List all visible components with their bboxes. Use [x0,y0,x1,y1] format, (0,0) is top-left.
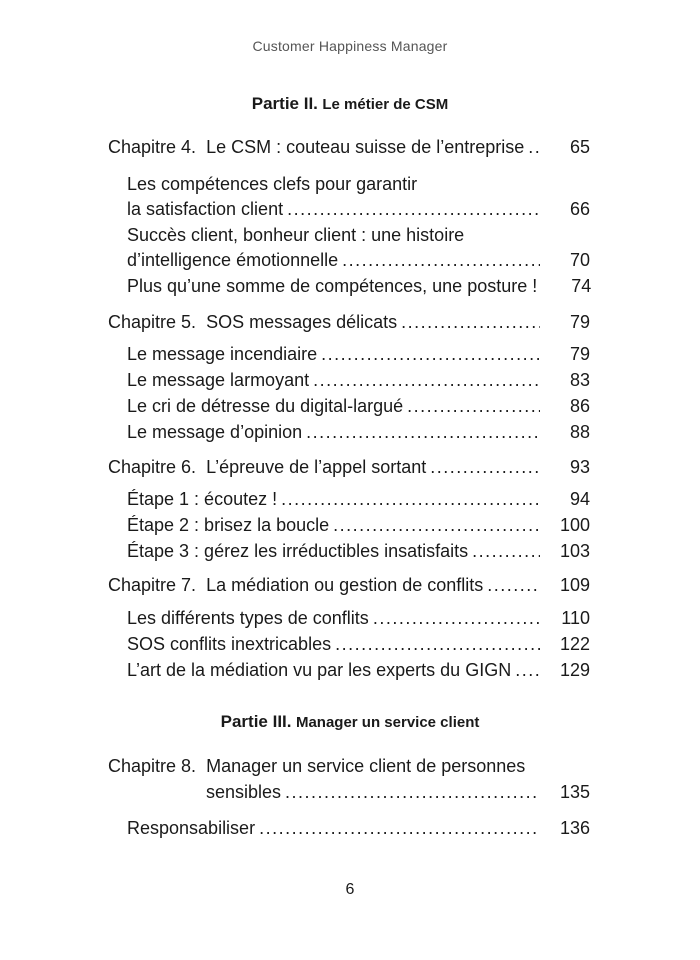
section-title: la satisfaction client [127,199,284,219]
dot-leader [487,572,540,598]
section-title: Le message larmoyant [127,370,310,390]
toc-section[interactable] [127,631,590,657]
page-ref: 79 [569,344,590,364]
part-number: Partie III. [220,712,292,731]
section-title: Étape 3 : gérez les irréductibles insatisfaits [127,541,469,561]
page-ref: 100 [559,515,590,535]
part-number: Partie II. [251,94,318,113]
page-ref: 110 [561,608,590,628]
page-ref: 103 [559,541,590,561]
section-title: SOS conflits inextricables [127,634,332,654]
chapter-title: sensibles [206,782,282,802]
page-ref: 74 [571,276,592,296]
toc-section[interactable] [127,605,590,631]
section-title: d’intelligence émotionnelle [127,250,339,270]
dot-leader [342,247,540,273]
toc-section[interactable] [127,512,590,538]
section-title: Responsabiliser [127,818,256,838]
toc-chapter-4[interactable] [108,134,590,160]
dot-leader [430,454,540,480]
toc-section[interactable] [127,538,590,564]
dot-leader [287,196,540,222]
page-ref: 129 [559,660,590,680]
section-title: Le cri de détresse du digital-largué [127,396,404,416]
dot-leader [321,341,540,367]
toc-section[interactable] [127,273,590,299]
page-ref: 79 [569,312,590,332]
toc-section[interactable] [127,196,590,222]
toc-chapter-7[interactable] [108,572,590,598]
toc-chapter-6[interactable] [108,454,590,480]
section-title: Le message incendiaire [127,344,318,364]
toc-section[interactable] [127,815,590,841]
toc-section[interactable] [127,419,590,445]
section-title: Étape 1 : écoutez ! [127,489,278,509]
page-ref: 109 [559,575,590,595]
page-ref: 88 [569,422,590,442]
page-ref: 65 [569,137,590,157]
dot-leader [472,538,540,564]
page-ref: 70 [569,250,590,270]
toc-section[interactable] [127,247,590,273]
running-header: Customer Happiness Manager [252,38,448,54]
toc-chapter-5[interactable] [108,309,590,335]
section-title: Les différents types de conflits [127,608,369,628]
chapter-label: Chapitre 4. Le CSM : couteau suisse de l’entreprise [108,137,525,157]
dot-leader [281,486,540,512]
dot-leader [407,393,540,419]
toc-chapter-8-line1: Chapitre 8. Manager un service client de personnes [108,756,526,776]
toc-section-line1: Les compétences clefs pour garantir [127,174,418,194]
page-ref: 94 [569,489,590,509]
dot-leader [306,419,540,445]
part-3-heading [0,712,700,732]
page-ref: 83 [569,370,590,390]
page-ref: 93 [569,457,590,477]
page-ref: 66 [569,199,590,219]
chapter-label: Chapitre 5. SOS messages délicats [108,312,398,332]
chapter-label: Chapitre 6. L’épreuve de l’appel sortant [108,457,427,477]
part-title: Le métier de CSM [322,96,449,113]
toc-section[interactable] [127,341,590,367]
dot-leader [259,815,540,841]
dot-leader [401,309,540,335]
page-number: 6 [345,881,355,898]
dot-leader [515,657,540,683]
part-title: Manager un service client [295,714,480,731]
toc-chapter-8[interactable] [206,779,590,805]
toc-section[interactable] [127,393,590,419]
section-title: Le message d’opinion [127,422,303,442]
section-title: L’art de la médiation vu par les experts du GIGN [127,660,512,680]
dot-leader [333,512,540,538]
part-2-heading [0,94,700,114]
page-ref: 86 [569,396,590,416]
dot-leader [373,605,540,631]
toc-section[interactable] [127,486,590,512]
toc-section[interactable] [127,657,590,683]
page-ref: 136 [559,818,590,838]
dot-leader [528,134,540,160]
chapter-label: Chapitre 7. La médiation ou gestion de conflits [108,575,484,595]
toc-section[interactable] [127,367,590,393]
dot-leader [335,631,540,657]
dot-leader [313,367,540,393]
section-title: Plus qu’une somme de compétences, une posture ! [127,276,538,296]
page-ref: 135 [559,782,590,802]
section-title: Étape 2 : brisez la boucle [127,515,330,535]
dot-leader [285,779,540,805]
toc-section-line1: Succès client, bonheur client : une histoire [127,225,465,245]
page-ref: 122 [559,634,590,654]
